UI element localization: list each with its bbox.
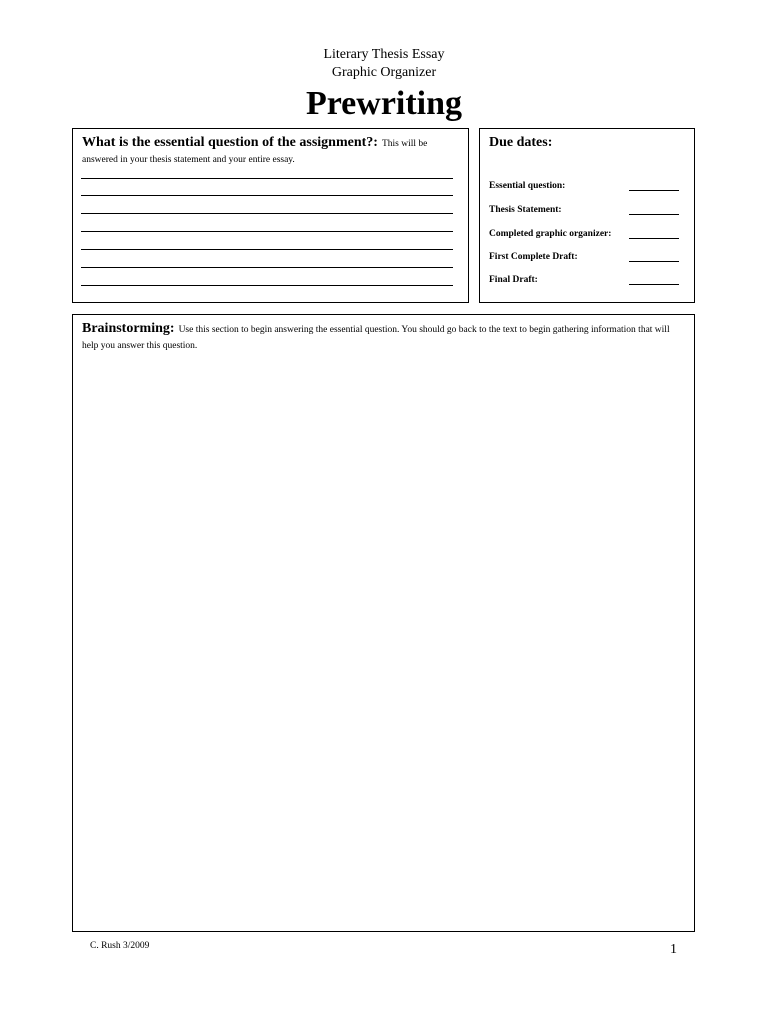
brainstorming-heading: Brainstorming: <box>82 321 175 336</box>
answer-line[interactable] <box>81 285 453 286</box>
answer-line[interactable] <box>81 195 453 196</box>
brainstorming-prompt <box>82 321 682 353</box>
due-date-blank[interactable] <box>629 214 679 215</box>
due-dates-box <box>479 128 695 303</box>
answer-line[interactable] <box>81 178 453 179</box>
footer-credit: C. Rush 3/2009 <box>90 941 150 951</box>
due-date-row-essential-question <box>489 181 679 195</box>
due-date-row-thesis-statement <box>489 205 679 219</box>
due-date-blank[interactable] <box>629 238 679 239</box>
essential-question-note: This will be answered in your thesis statement and your entire essay. <box>82 139 428 165</box>
essential-question-heading: What is the essential question of the assignment?: <box>82 135 378 150</box>
due-date-row-first-draft <box>489 252 679 266</box>
due-date-label: First Complete Draft: <box>489 252 578 262</box>
page-title: Prewriting <box>305 85 463 122</box>
document-subtitle-line-2: Graphic Organizer <box>331 65 437 80</box>
answer-line[interactable] <box>81 249 453 250</box>
due-date-row-final-draft <box>489 275 679 289</box>
due-date-blank[interactable] <box>629 284 679 285</box>
due-dates-heading: Due dates: <box>489 135 553 150</box>
brainstorming-box[interactable] <box>72 314 695 932</box>
essential-question-prompt <box>82 135 460 167</box>
brainstorming-note: Use this section to begin answering the essential question. You should go back to the text to begin gathering information that will help you answer this question. <box>82 325 670 351</box>
answer-line[interactable] <box>81 267 453 268</box>
due-date-blank[interactable] <box>629 190 679 191</box>
due-date-label: Final Draft: <box>489 275 538 285</box>
due-date-row-graphic-organizer <box>489 229 679 243</box>
due-date-label: Completed graphic organizer: <box>489 229 612 239</box>
document-subtitle-line-1: Literary Thesis Essay <box>323 47 445 62</box>
due-date-blank[interactable] <box>629 261 679 262</box>
due-date-label: Essential question: <box>489 181 566 191</box>
due-date-label: Thesis Statement: <box>489 205 562 215</box>
answer-line[interactable] <box>81 213 453 214</box>
page-number: 1 <box>670 942 677 957</box>
answer-line[interactable] <box>81 231 453 232</box>
essential-question-box <box>72 128 469 303</box>
